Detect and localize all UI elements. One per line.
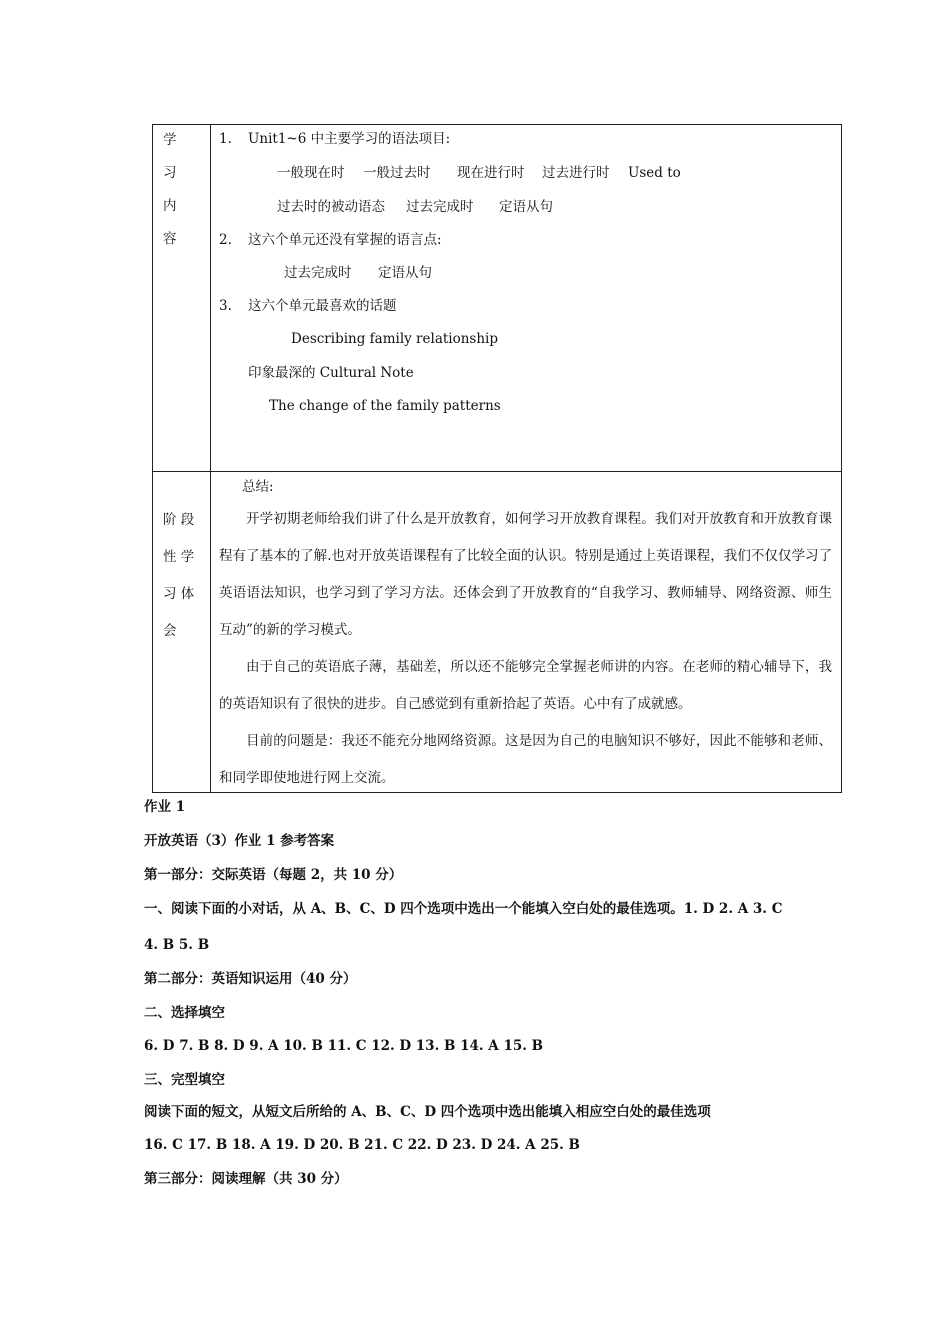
row1-label-char: 习: [163, 165, 177, 181]
row2-label-line: 阶 段: [163, 512, 195, 528]
grammar-item: 过去完成时: [406, 199, 474, 215]
impressive-label: 印象最深的 Cultural Note: [248, 365, 414, 381]
column-divider: [210, 125, 211, 792]
section3-title: 三、完型填空: [144, 1072, 225, 1088]
row-divider: [153, 471, 841, 472]
row1-label-char: 学: [163, 132, 177, 148]
item2-text: 这六个单元还没有掌握的语言点:: [248, 232, 442, 248]
item1-number: 1.: [219, 131, 232, 147]
section1-line1: 一、阅读下面的小对话，从 A、B、C、D 四个选项中选出一个能填入空白处的最佳选项。1. D 2. A 3. C: [144, 901, 783, 917]
summary-paragraph: 目前的问题是：我还不能充分地网络资源。这是因为自己的电脑知识不够好，因此不能够和老师、和同学即使地进行网上交流。: [219, 733, 832, 786]
doc-title: 开放英语（3）作业 1 参考答案: [144, 833, 335, 849]
summary-paragraph: 开学初期老师给我们讲了什么是开放教育，如何学习开放教育课程。我们对开放教育和开放教育课程有了基本的了解.也对开放英语课程有了比较全面的认识。特别是通过上英语课程，我们不仅仅学习了英语语法知识，也学习到了学习方法。还体会到了开放教育的“自我学习、教师辅导、网络资源、师生互动”的新的学习模式。: [219, 511, 832, 638]
grammar-item: 过去进行时: [542, 165, 610, 181]
row1-label-char: 内: [163, 198, 177, 214]
part2-title: 第二部分：英语知识运用（40 分）: [144, 971, 357, 987]
row2-label-line: 习 体: [163, 586, 195, 602]
item3-text: 这六个单元最喜欢的话题: [248, 298, 397, 314]
summary-paragraph: 由于自己的英语底子薄，基础差，所以还不能够完全掌握老师讲的内容。在老师的精心辅导下，我的英语知识有了很快的进步。自己感觉到有重新拾起了英语。心中有了成就感。: [219, 659, 832, 712]
row1-label-char: 容: [163, 231, 177, 247]
section2-title: 二、选择填空: [144, 1005, 225, 1021]
impressive-note: The change of the family patterns: [269, 398, 501, 414]
summary-body: [219, 501, 832, 797]
grammar-item: 定语从句: [499, 199, 553, 215]
section2-answers: 6. D 7. B 8. D 9. A 10. B 11. C 12. D 13. B 14. A 15. B: [144, 1038, 544, 1054]
part1-title: 第一部分：交际英语（每题 2，共 10 分）: [144, 867, 403, 883]
study-content-table: [152, 124, 842, 793]
item1-text: Unit1~6 中主要学习的语法项目:: [248, 131, 451, 147]
item2-number: 2.: [219, 232, 232, 248]
summary-title: 总结:: [242, 479, 274, 495]
homework-title: 作业 1: [144, 799, 186, 815]
not-mastered-item: 定语从句: [378, 265, 432, 281]
part3-title: 第三部分：阅读理解（共 30 分）: [144, 1171, 348, 1187]
grammar-item: 一般现在时: [277, 165, 345, 181]
row2-label-line: 会: [163, 623, 177, 639]
section1-line2: 4. B 5. B: [144, 937, 210, 953]
grammar-item: 一般过去时: [363, 165, 431, 181]
grammar-item: Used to: [628, 165, 681, 181]
row2-label-line: 性 学: [163, 549, 195, 565]
item3-number: 3.: [219, 298, 232, 314]
section3-instruction: 阅读下面的短文，从短文后所给的 A、B、C、D 四个选项中选出能填入相应空白处的最佳选项: [144, 1104, 711, 1120]
section3-answers: 16. C 17. B 18. A 19. D 20. B 21. C 22. D 23. D 24. A 25. B: [144, 1137, 580, 1153]
grammar-item: 现在进行时: [457, 165, 525, 181]
grammar-item: 过去时的被动语态: [277, 199, 385, 215]
not-mastered-item: 过去完成时: [284, 265, 352, 281]
favorite-topic: Describing family relationship: [291, 331, 499, 347]
